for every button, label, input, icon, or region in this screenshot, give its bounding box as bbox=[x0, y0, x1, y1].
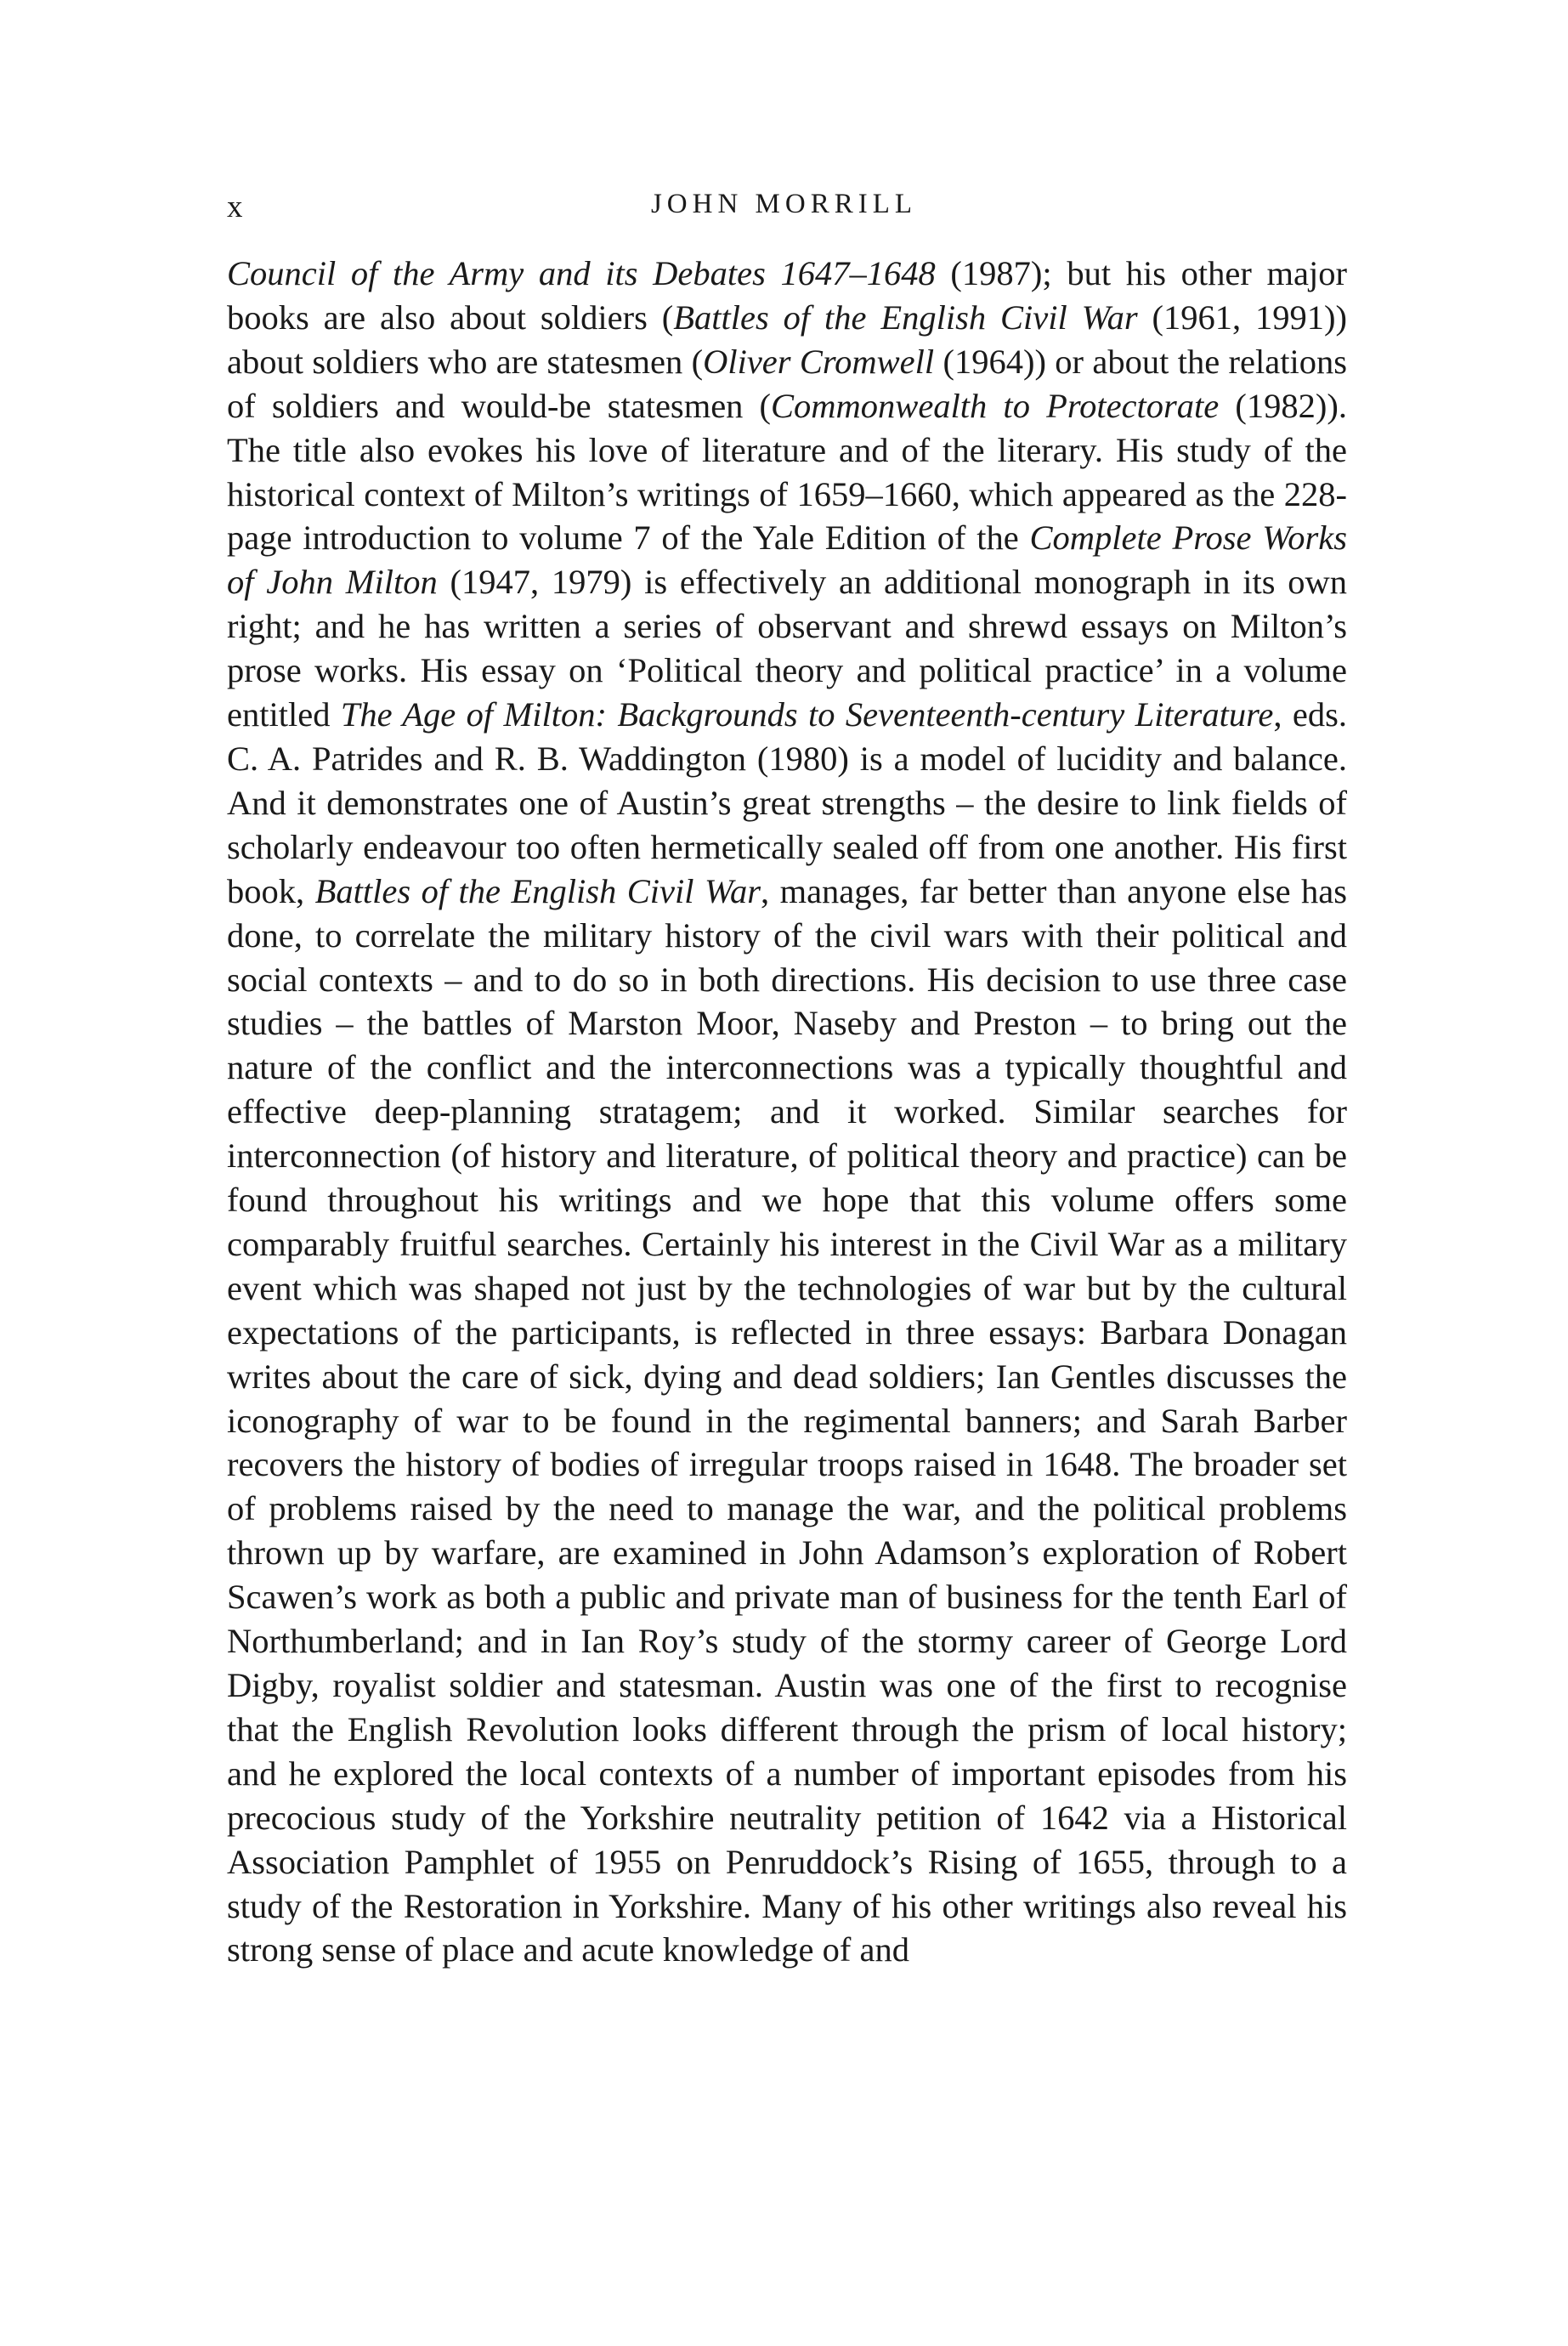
page-number: x bbox=[227, 190, 244, 224]
text-run: (1987); but his other major books are also about soldiers ( bbox=[227, 254, 1347, 337]
text-run: , manages, far better than anyone else has done, to correlate the military history of the civil wars with their political and social contexts – and to do so in both directions. His decision to use three case studies – the battles of Marston Moor, Naseby and Preston – to bring out the nature of the conflict and the interconnections was a typically thoughtful and effective deep-planning stratagem; and it worked. Similar searches for interconnection (of history and literature, of political theory and practice) can be found throughout his writings and we hope that this volume offers some comparably fruitful searches. Certainly his interest in the Civil War as a military event which was shaped not just by the technologies of war but by the cultural expectations of the participants, is reflected in three essays: Barbara Donagan writes about the care of sick, dying and dead soldiers; Ian Gentles discusses the iconography of war to be found in the regimental banners; and Sarah Barber recovers the history of bodies of irregular troops raised in 1648. The broader set of problems raised by the need to manage the war, and the political problems thrown up by warfare, are examined in John Adamson’s exploration of Robert Scawen’s work as both a public and private man of business for the tenth Earl of Northumberland; and in Ian Roy’s study of the stormy career of George Lord Digby, royalist soldier and statesman. Austin was one of the first to recognise that the English Revolution looks different through the prism of local history; and he explored the local contexts of a number of important episodes from his precocious study of the Yorkshire neutrality petition of 1642 via a Historical Association Pamphlet of 1955 on Penruddock’s Rising of 1655, through to a study of the Restoration in Yorkshire. Many of his other writings also reveal his strong sense of place and acute knowledge of and bbox=[227, 871, 1348, 1969]
text-run: (1961, 1991)) about soldiers who are statesmen ( bbox=[227, 298, 1347, 381]
text-run: The Age of Milton: Backgrounds to Seventeenth-century Literature bbox=[340, 695, 1274, 734]
running-head: JOHN MORRILL bbox=[650, 189, 918, 219]
text-run: , eds. C. A. Patrides and R. B. Waddington (1980) is a model of lucidity and balance. And it demonstrates one of Austin’s great strengths – the desire to link fields of scholarly endeavour too often hermetically sealed off from one another. His first book, bbox=[227, 695, 1347, 910]
text-run: (1964)) or about the relations of soldiers and would-be statesmen ( bbox=[227, 342, 1347, 425]
text-run: Council of the Army and its Debates 1647–1648 bbox=[227, 254, 936, 292]
text-run: Battles of the English Civil War bbox=[314, 871, 761, 910]
text-run: (1947, 1979) is effectively an additional monograph in its own right; and he has written a series of observant and shrewd essays on Milton’s prose works. His essay on ‘Political theory and political practice’ in a volume entitled bbox=[227, 563, 1347, 734]
text-run: Oliver Cromwell bbox=[703, 342, 935, 381]
text-run: Complete Prose Works of John Milton bbox=[227, 518, 1347, 602]
text-run: Battles of the English Civil War bbox=[673, 298, 1138, 337]
text-run: Commonwealth to Protectorate bbox=[771, 386, 1220, 425]
body-paragraph bbox=[227, 252, 1347, 1972]
text-run: (1982)). The title also evokes his love of literature and of the literary. His study of the historical context of Milton’s writings of 1659–1660, which appeared as the 228-page introduction to volume 7 of the Yale Edition of the bbox=[227, 386, 1348, 558]
